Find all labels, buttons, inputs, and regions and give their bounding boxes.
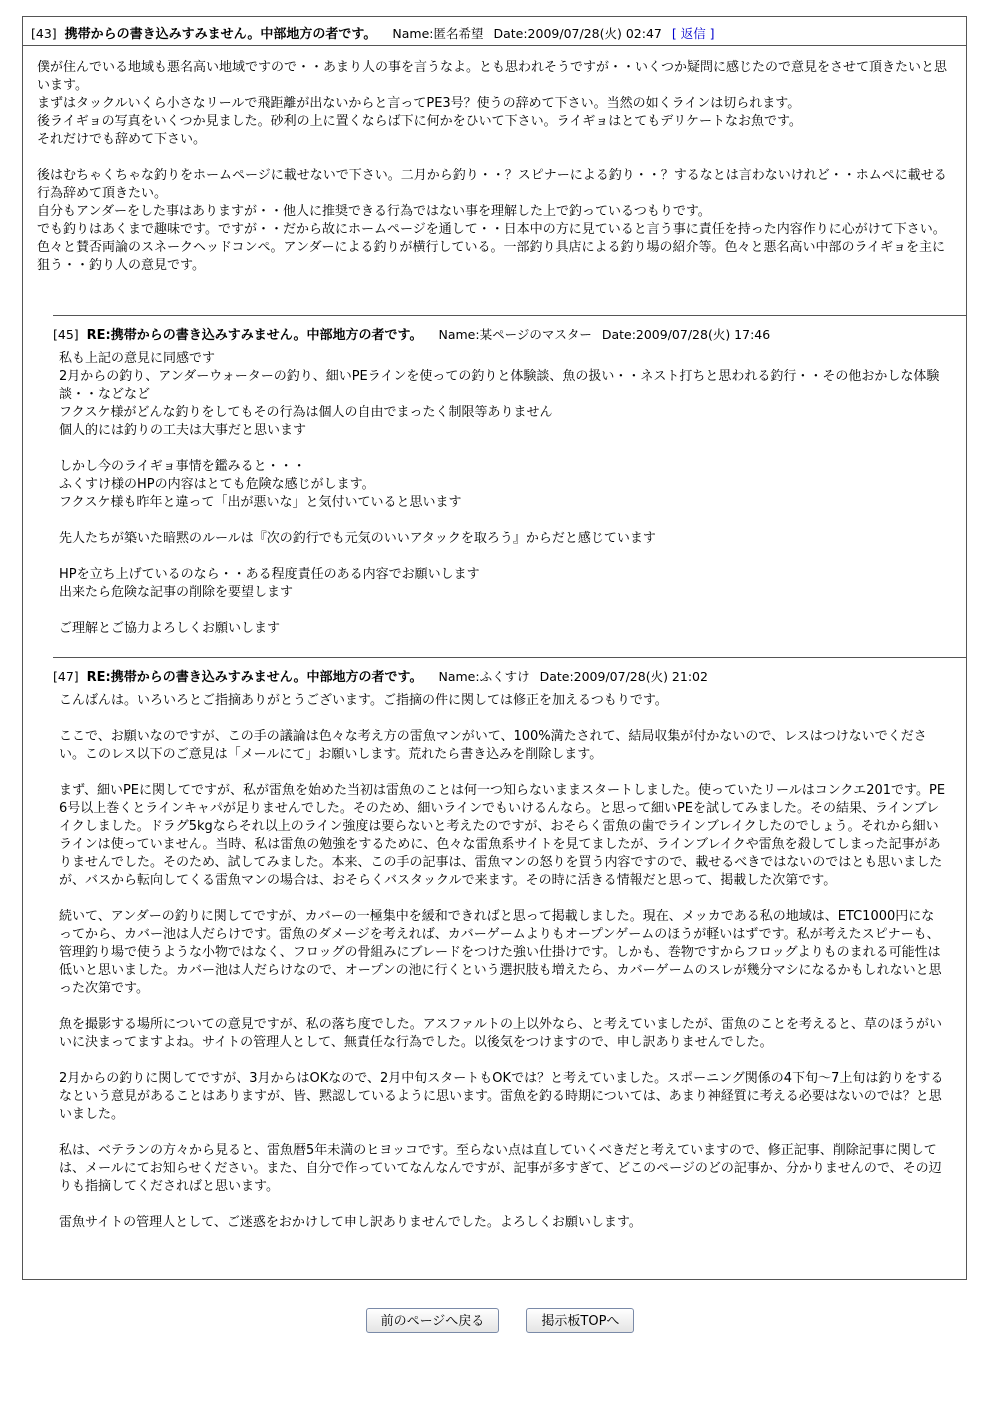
reply-post	[53, 657, 966, 1279]
reply-title: RE:携帯からの書き込みすみません。中部地方の者です。	[86, 670, 423, 685]
reply-author: Name:ふくすけ	[438, 669, 530, 684]
reply-header	[53, 658, 966, 688]
reply-date: Date:2009/07/28(火) 17:46	[601, 327, 771, 342]
reply-date: Date:2009/07/28(火) 21:02	[539, 669, 708, 684]
reply-number: [45]	[53, 327, 79, 342]
reply-author: Name:某ページのマスター	[438, 327, 592, 342]
reply-title: RE:携帯からの書き込みすみません。中部地方の者です。	[86, 328, 423, 343]
post-author: Name:匿名希望	[392, 26, 484, 41]
nav-buttons	[0, 1308, 1000, 1333]
reply-body: 私も上記の意見に同感です 2月からの釣り、アンダーウォーターの釣り、細いPEラインを使っての釣りと体験談、魚の扱い・・ネスト打ちと思われる釣行・・その他おかしな体験談・・などなど フクスケ様がどんな釣りをしてもその行為は個人の自由でまったく制限等ありません 個人的には釣りの工夫は大事だと思います しかし今のライギョ事情を鑑みると・・・ ふくすけ様のHPの内容はとても危険な感じがします。 フクスケ様も昨年と違って「出が悪いな」と気付いていると思います 先人たちが築いた暗黙のルールは『次の釣行でも元気のいいアタックを取ろう』からだと感じています HPを立ち上げているのなら・・ある程度責任のある内容でお願いします 出来たら危険な記事の削除を要望します ご理解とご協力よろしくお願いします	[59, 351, 940, 636]
back-button[interactable]: 前のページへ戻る	[366, 1308, 500, 1333]
reply-header	[53, 316, 966, 346]
reply-link[interactable]: [ 返信 ]	[671, 26, 715, 41]
post-date: Date:2009/07/28(火) 02:47	[493, 26, 662, 41]
reply-post	[53, 315, 966, 657]
board-top-button[interactable]: 掲示板TOPへ	[526, 1308, 634, 1333]
post-body: 僕が住んでいる地域も悪名高い地域ですので・・あまり人の事を言うなよ。とも思われそうですが・・いくつか疑問に感じたので意見をさせて頂きたいと思います。 まずはタックルいくら小さなリールで飛距離が出ないからと言ってPE3号？使うの辞めて下さい。当然の如くラインは切られます。 後ライギョの写真をいくつか見ました。砂利の上に置くならば下に何かをひいて下さい。ライギョはとてもデリケートなお魚です。 それだけでも辞めて下さい。 後はむちゃくちゃな釣りをホームページに載せないで下さい。二月から釣り・・？スピナーによる釣り・・？するなとは言わないけれど・・ホムペに載せる行為辞めて頂きたい。 自分もアンダーをした事はありますが・・他人に推奨できる行為ではない事を理解した上で釣っているつもりです。 でも釣りはあくまで趣味です。ですが・・だから故にホームページを通して・・日本中の方に見ていると言う事に責任を持った内容作りに心がけて下さい。 色々と賛否両論のスネークヘッドコンペ。アンダーによる釣りが横行している。一部釣り具店による釣り場の紹介等。色々と悪名高い中部のライギョを主に狙う・・釣り人の意見です。	[37, 60, 948, 273]
post-title: 携帯からの書き込みすみません。中部地方の者です。	[64, 27, 377, 42]
reply-number: [47]	[53, 669, 79, 684]
thread-container	[22, 16, 967, 1280]
reply-body: こんばんは。いろいろとご指摘ありがとうございます。ご指摘の件に関しては修正を加えるつもりです。 ここで、お願いなのですが、この手の議論は色々な考え方の雷魚マンがいて、100%満たされて、結局収集が付かないので、レスはつけないでください。このレス以下のご意見は「メールにて」お願いします。荒れたら書き込みを削除します。 まず、細いPEに関してですが、私が雷魚を始めた当初は雷魚のことは何一つ知らないままスタートしました。使っていたリールはコンクエ201です。PE6号以上巻くとラインキャパが足りませんでした。そのため、細いラインでもいけるんなら。と思って細いPEを試してみました。その結果、ラインブレイクしました。ドラグ5kgならそれ以上のライン強度は要らないと考えたのですが、おそらく雷魚の歯でラインブレイクしたのでしょう。それから細いラインは使っていません。当時、私は雷魚の勉強をするために、色々な雷魚系サイトを見てましたが、ラインブレイクや雷魚を殺してしまった記事がありませんでした。そのため、試してみました。本来、この手の記事は、雷魚マンの怒りを買う内容ですので、載せるべきではないのではとも思いましたが、バスから転向してくる雷魚マンの場合は、おそらくバスタックルで来ます。その時に活きる情報だと思って、掲載した次第です。 続いて、アンダーの釣りに関してですが、カバーの一極集中を緩和できればと思って掲載しました。現在、メッカである私の地域は、ETC1000円になってから、カバー池は人だらけです。雷魚のダメージを考えれば、カバーゲームよりもオープンゲームのほうが軽いはずです。私が考えたスピナーも、管理釣り場で使うような小物ではなく、フロッグの骨組みにブレードをつけた強い仕掛けです。しかも、巻物ですからフロッグよりものまれる可能性は低いと思いました。カバー池は人だらけなので、オープンの池に行くという選択肢も増えたら、カバーゲームのスレが幾分マシになるかもしれないと思った次第です。 魚を撮影する場所についての意見ですが、私の落ち度でした。アスファルトの上以外なら、と考えていましたが、雷魚のことを考えると、草のほうがいいに決まってますよね。サイトの管理人として、無責任な行為でした。以後気をつけますので、申し訳ありませんでした。 2月からの釣りに関してですが、3月からはOKなので、2月中旬スタートもOKでは？と考えていました。スポーニング関係の4下旬〜7上旬は釣りをするなという意見があることはありますが、皆、黙認しているように思います。雷魚を釣る時期については、あまり神経質に考える必要はないのでは？と思いました。 私は、ベテランの方々から見ると、雷魚暦5年未満のヒヨッコです。至らない点は直していくべきだと考えていますので、修正記事、削除記事に関しては、メールにてお知らせください。また、自分で作っていてなんなんですが、記事が多すぎて、どこのページのどの記事か、分かりませんので、その辺りも指摘してくださればと思います。 雷魚サイトの管理人として、ご迷惑をおかけして申し訳ありませんでした。よろしくお願いします。	[59, 693, 946, 1230]
post-number: [43]	[31, 26, 57, 41]
post-header	[23, 17, 966, 46]
